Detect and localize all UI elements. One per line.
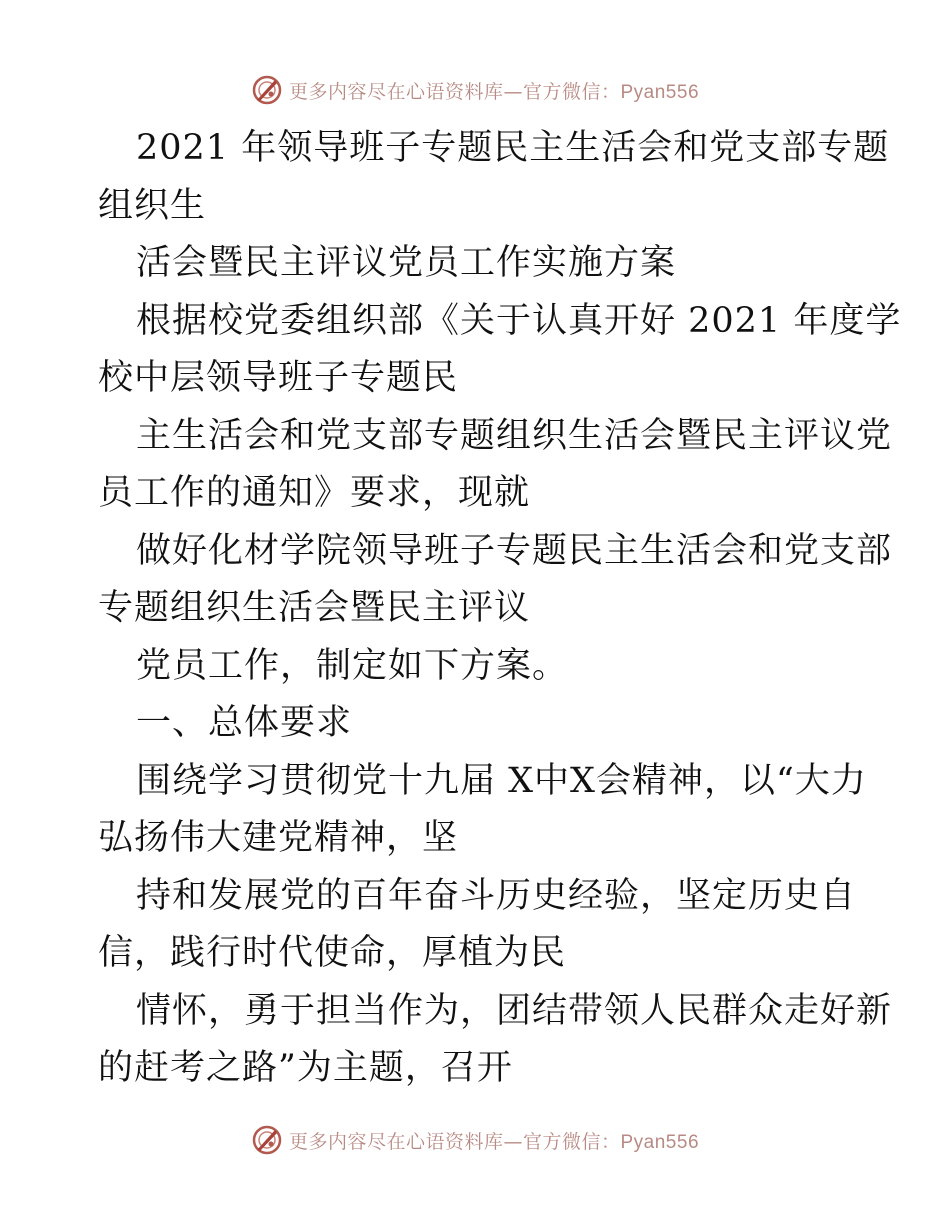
document-line: 持和发展党的百年奋斗历史经验，坚定历史自 <box>136 875 857 916</box>
watermark-label: 更多内容尽在心语资料库—官方微信：Pyan556 <box>288 80 700 103</box>
watermark-label: 更多内容尽在心语资料库—官方微信：Pyan556 <box>288 1130 700 1153</box>
document-line: 校中层领导班子专题民 <box>98 358 459 398</box>
document-line: 信，践行时代使命，厚植为民 <box>98 933 567 973</box>
footer-watermark <box>0 1120 950 1160</box>
header-watermark <box>0 70 950 110</box>
quill-logo-icon <box>251 1124 283 1156</box>
document-line: 专题组织生活会暨民主评议 <box>98 588 531 628</box>
document-line: 情怀，勇于担当作为，团结带领人民群众走好新 <box>136 990 893 1031</box>
document-line: 主生活会和党支部专题组织生活会暨民主评议党 <box>136 415 893 456</box>
document-line: 一、总体要求 <box>136 703 353 743</box>
document-line: 围绕学习贯彻党十九届 X中X会精神，以“大力 <box>136 760 867 801</box>
document-line: 党员工作，制定如下方案。 <box>136 645 569 686</box>
document-line: 员工作的通知》要求，现就 <box>98 473 531 513</box>
document-line: 活会暨民主评议党员工作实施方案 <box>136 243 677 283</box>
document-line: 的赶考之路”为主题，召开 <box>98 1048 513 1088</box>
document-line: 组织生 <box>98 185 207 226</box>
document-line: 弘扬伟大建党精神，坚 <box>98 818 459 858</box>
document-line: 做好化材学院领导班子专题民主生活会和党支部 <box>136 530 893 571</box>
document-body <box>98 120 902 1098</box>
quill-logo-icon <box>251 74 283 106</box>
document-line: 2021 年领导班子专题民主生活会和党支部专题 <box>136 128 890 168</box>
document-line: 根据校党委组织部《关于认真开好 2021 年度学 <box>136 300 902 341</box>
